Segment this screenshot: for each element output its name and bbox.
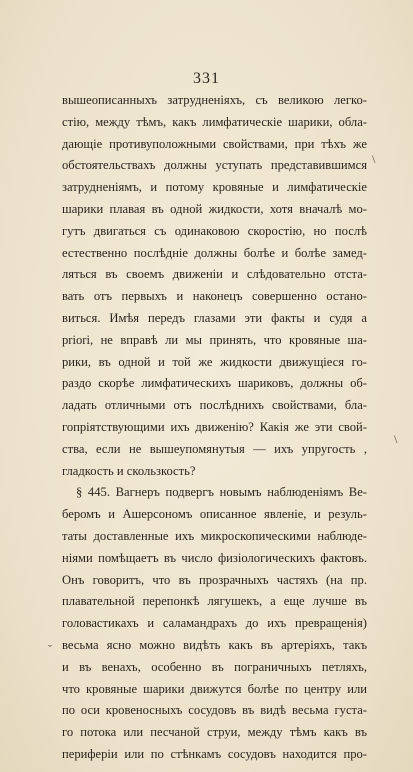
text-line: головастикахъ и саламандрахъ до ихъ превращенія) bbox=[62, 616, 367, 631]
text-line: таты доставленные ихъ микроскопическими наблюде- bbox=[62, 528, 367, 543]
text-line: раздо скорѣе лимфатическихъ шариковъ, должны об- bbox=[62, 376, 367, 391]
text-line: виться. Имѣя передъ глазами эти факты и судя a bbox=[62, 310, 367, 325]
text-line: стію, между тѣмъ, какъ лимфатическіе шарики, обла- bbox=[62, 114, 367, 129]
text-line: естественно послѣдніе должны болѣе и болѣе замед- bbox=[62, 245, 367, 260]
text-line: периферіи или по стѣнкамъ сосудовъ находится про- bbox=[62, 746, 367, 761]
text-line: затрудненіямъ, и потому кровяные и лимфатическіе bbox=[62, 180, 367, 195]
text-line: ніями помѣщаетъ въ число физіологическихъ фактовъ. bbox=[62, 550, 367, 565]
text-line: шарики плавая въ одной жидкости, хотя вначалѣ мо- bbox=[62, 201, 367, 216]
text-line: вать отъ первыхъ и наконецъ совершенно остано- bbox=[62, 289, 367, 304]
text-line: го потока или песчаной струи, между тѣмъ какъ въ bbox=[62, 725, 367, 740]
page-number: 331 bbox=[193, 70, 220, 87]
body-text bbox=[62, 90, 367, 766]
text-line: беромъ и Ашерсономъ описанное явленіе, и резуль- bbox=[62, 507, 367, 522]
margin-mark: \ bbox=[394, 432, 398, 446]
text-line: и въ венахъ, особенно въ пограничныхъ петляхъ, bbox=[62, 659, 367, 674]
text-line: весьма ясно можно видѣть какъ въ артеріяхъ, такъ bbox=[62, 637, 367, 652]
margin-mark: \ bbox=[372, 152, 376, 166]
text-line: что кровяные шарики движутся болѣе по центру или bbox=[62, 681, 367, 696]
text-line: плавательной перепонкѣ лягушекъ, а еще лучше въ bbox=[62, 594, 367, 609]
text-line: дающіе противуположными свойствами, при тѣхъ же bbox=[62, 136, 367, 151]
text-line: ства, если не вышеупомянутыя — ихъ упругость , bbox=[62, 441, 367, 456]
text-line: гопріятствующими ихъ движенію? Какія же эти свой- bbox=[62, 419, 367, 434]
text-line: вышеописанныхъ затрудненіяхъ, съ великою легко- bbox=[62, 93, 367, 107]
text-line: гутъ двигаться съ одинаковою скоростію, но послѣ bbox=[62, 223, 367, 238]
text-line: priori, не вправѣ ли мы принять, что кровяные ша- bbox=[62, 332, 367, 347]
margin-mark: ˘ bbox=[48, 642, 52, 656]
text-line: ляться въ своемъ движеніи и слѣдовательно отста- bbox=[62, 267, 367, 282]
text-line: ладать отличными отъ послѣднихъ свойствами, бла- bbox=[62, 398, 367, 413]
text-line: по оси кровеносныхъ сосудовъ въ видѣ весьма густа- bbox=[62, 703, 367, 718]
text-line: гладкость и скользкость? bbox=[62, 463, 196, 478]
text-line: Онъ говоритъ, что въ прозрачныхъ частяхъ (на пр. bbox=[62, 572, 367, 587]
text-line: обстоятельствахъ должны уступать представившимся bbox=[62, 158, 367, 173]
text-line: § 445. Вагнеръ подвергъ новымъ наблюденіямъ Ве- bbox=[76, 485, 367, 500]
text-line: рики, въ одной и той же жидкости движущіеся го- bbox=[62, 354, 367, 369]
